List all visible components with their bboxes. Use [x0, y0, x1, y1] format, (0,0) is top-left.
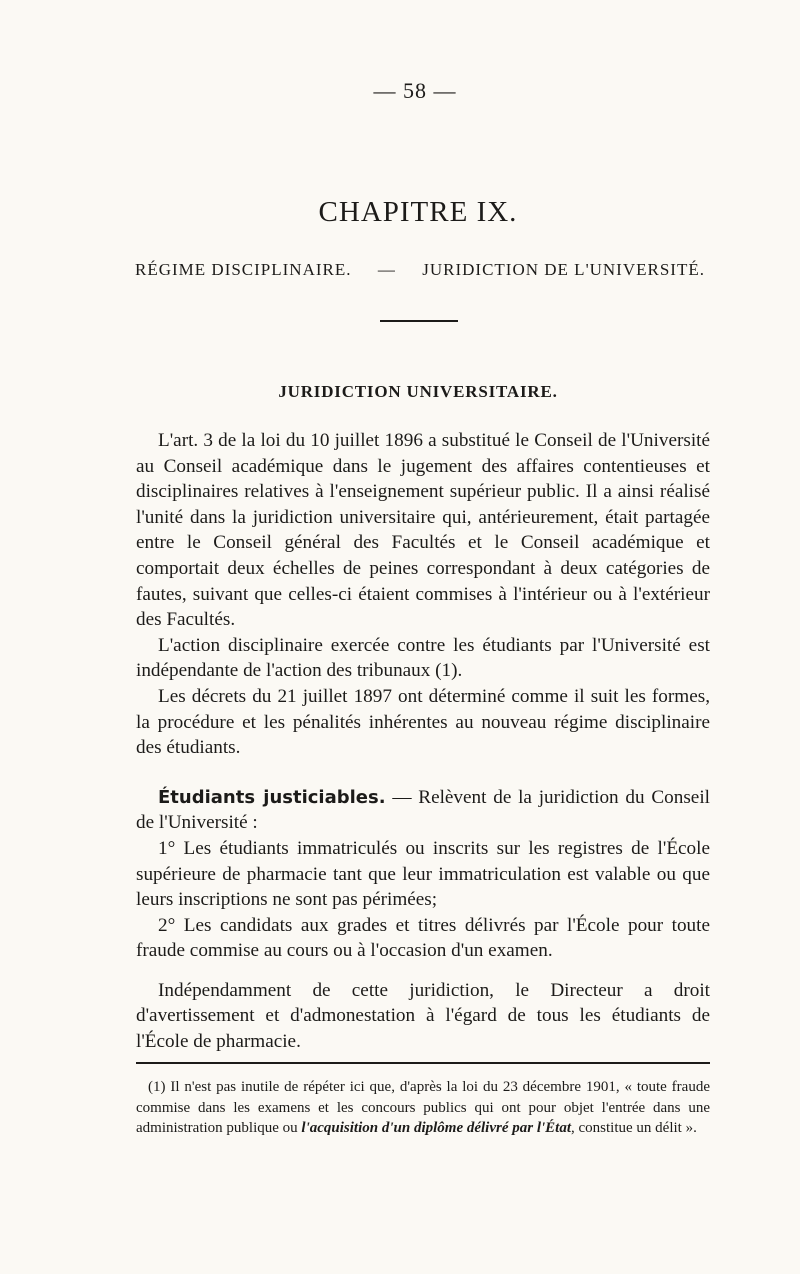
paragraph: L'action disciplinaire exercée contre les étudiants par l'Université est indépendante de l'action des tribunaux (1). [136, 634, 710, 682]
list-item: 2° Les candidats aux grades et titres délivrés par l'École pour toute fraude commise au cours ou à l'occasion d'un examen. [136, 914, 710, 962]
list-item: 1° Les étudiants immatriculés ou inscrits sur les registres de l'École supérieure de pharmacie tant que leur immatriculation est valable ou que leurs inscriptions ne sont pas périmées; [136, 837, 710, 911]
chapter-subtitle-left: RÉGIME DISCIPLINAIRE. [135, 260, 352, 279]
page-number: — 58 — [373, 78, 457, 103]
footnote [136, 1077, 710, 1139]
section-divider [380, 320, 458, 322]
chapter-subtitle [135, 260, 705, 280]
paragraph: Les décrets du 21 juillet 1897 ont déterminé comme il suit les formes, la procédure et les pénalités inhérentes au nouveau régime disciplinaire des étudiants. [136, 685, 710, 759]
chapter-subtitle-dash: — [377, 260, 396, 279]
body-text [136, 428, 710, 1055]
justiciables-paragraph [136, 785, 710, 836]
footnote-text-end: , constitue un délit ». [571, 1120, 697, 1136]
paragraph: L'art. 3 de la loi du 10 juillet 1896 a substitué le Conseil de l'Université au Conseil académique dans le jugement des affaires contentieuses et disciplinaires relatives à l'enseignement supérieur public. Il a ainsi réalisé l'unité dans la juridiction universitaire qui, antérieurement, était partagée entre le Conseil général des Facultés et le Conseil académique et comportait deux échelles de peines correspondant à deux catégories de fautes, suivant que celles-ci étaient commises à l'intérieur ou à l'extérieur des Facultés. [136, 430, 710, 631]
footnote-text: (1) Il n'est pas inutile de répéter ici que, d'après la loi du 23 décembre 1901, « toute fraude commise dans les examens et les concours publics qui ont pour objet l'entrée dans une administration publique ou [136, 1079, 710, 1136]
justiciables-intro: — Relèvent de la juridiction du Conseil de l'Université : [136, 786, 710, 834]
chapter-title: CHAPITRE IX. [318, 196, 518, 228]
footnote-emphasis: l'acquisition d'un diplôme délivré par l'État [301, 1120, 572, 1136]
footnote-divider [136, 1062, 710, 1064]
section-heading: JURIDICTION UNIVERSITAIRE. [278, 382, 558, 401]
run-in-heading: Étudiants justiciables. [158, 786, 386, 808]
paragraph: Indépendamment de cette juridiction, le Directeur a droit d'avertissement et d'admonestation à l'égard de tous les étudiants de l'École de pharmacie. [136, 979, 710, 1053]
chapter-subtitle-right: JURIDICTION DE L'UNIVERSITÉ. [422, 260, 705, 279]
